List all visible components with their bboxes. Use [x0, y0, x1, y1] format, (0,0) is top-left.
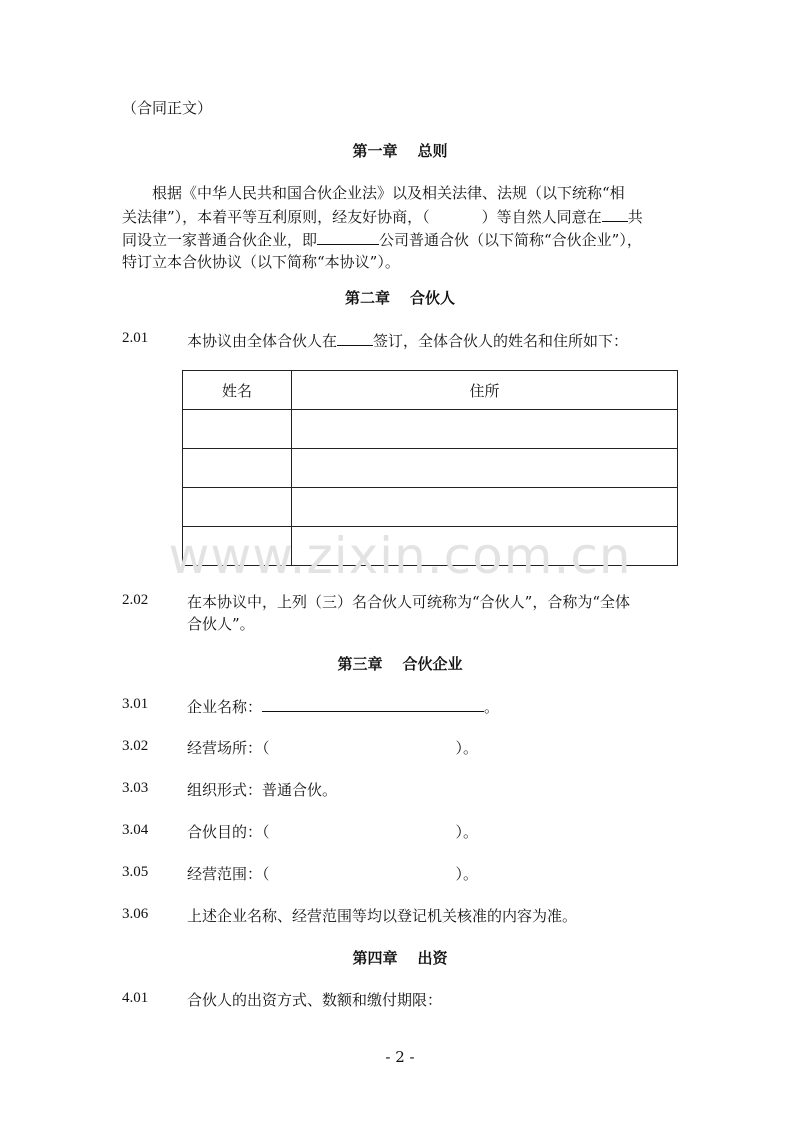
clause-2-01-text [187, 330, 628, 351]
ch1-text-c: ）等自然人同意在 [481, 208, 602, 226]
enterprise-name-label: 企业名称： [187, 698, 263, 716]
chapter-2-heading [0, 287, 800, 308]
business-scope-label: 经营范围：（ [187, 865, 270, 883]
clause-3-04-text [187, 822, 478, 842]
table-cell [183, 527, 292, 566]
clause-3-06-text: 上述企业名称、经营范围等均以登记机关核准的内容为准。 [187, 907, 578, 925]
ch1-paragraph-line1: 根据《中华人民共和国合伙企业法》以及相关法律、法规（以下统称“相 [152, 184, 625, 202]
chapter-3-heading [0, 653, 800, 674]
clause-2-01-post: 签订，全体合伙人的姓名和住所如下： [373, 332, 629, 350]
chapter-3-title: 合伙企业 [402, 655, 463, 673]
clause-3-02-end: ）。 [455, 739, 479, 757]
clause-2-02-line2: 合伙人”。 [187, 615, 255, 633]
clause-2-01-pre: 本协议由全体合伙人在 [187, 332, 338, 350]
chapter-1-label: 第一章 [352, 142, 398, 160]
table-cell [292, 410, 678, 449]
chapter-3-label: 第三章 [337, 655, 383, 673]
table-cell [292, 449, 678, 488]
table-cell [183, 488, 292, 527]
chapter-1-heading [0, 140, 800, 161]
ch1-text-d: 共 [627, 208, 643, 226]
ch1-text-e: 同设立一家普通合伙企业，即 [122, 231, 318, 249]
chapter-1-title: 总则 [417, 142, 448, 160]
clause-3-06-number: 3.06 [122, 906, 149, 922]
page-number: - 2 - [385, 1048, 415, 1066]
clause-3-04-end: ）。 [455, 823, 479, 841]
clause-2-02-number: 2.02 [122, 592, 149, 608]
company-name-blank [317, 229, 379, 245]
table-cell [292, 527, 678, 566]
ch1-paragraph-line3 [122, 229, 642, 250]
table-row [183, 410, 678, 449]
business-place-label: 经营场所：（ [187, 739, 270, 757]
location-blank [337, 330, 373, 346]
ch1-text-f: 公司普通合伙（以下简称“合伙企业”）， [379, 231, 642, 249]
clause-3-01-number: 3.01 [122, 696, 149, 712]
clause-3-02-text [187, 738, 478, 758]
header-note: （合同正文） [122, 99, 213, 117]
table-cell [292, 488, 678, 527]
watermark: www.zixin.com.cn [168, 527, 632, 585]
table-row [183, 488, 678, 527]
table-header-address: 住所 [292, 371, 678, 410]
clause-3-02-number: 3.02 [122, 738, 149, 754]
clause-4-01-number: 4.01 [122, 990, 149, 1006]
enterprise-name-blank [262, 696, 484, 712]
chapter-2-title: 合伙人 [410, 289, 456, 307]
partners-table [182, 370, 678, 566]
purpose-label: 合伙目的：（ [187, 823, 270, 841]
table-row [183, 449, 678, 488]
table-cell [183, 410, 292, 449]
date-blank [602, 206, 628, 222]
table-header-row [183, 371, 678, 410]
ch1-paragraph-line4: 特订立本合伙协议（以下简称“本协议”）。 [122, 253, 400, 271]
clause-2-01-number: 2.01 [122, 330, 149, 346]
chapter-4-heading [0, 947, 800, 968]
clause-3-03-text: 组织形式：普通合伙。 [187, 781, 338, 799]
clause-3-04-number: 3.04 [122, 822, 149, 838]
clause-3-03-number: 3.03 [122, 780, 149, 796]
clause-3-01-end: 。 [484, 698, 500, 716]
ch1-text-b: 关法律”），本着平等互利原则，经友好协商，（ [122, 208, 430, 226]
table-header-name: 姓名 [183, 371, 292, 410]
clause-3-05-end: ）。 [455, 865, 479, 883]
clause-3-05-number: 3.05 [122, 864, 149, 880]
chapter-2-label: 第二章 [344, 289, 390, 307]
clause-2-02-line1: 在本协议中，上列（三）名合伙人可统称为“合伙人”，合称为“全体 [187, 593, 631, 611]
table-cell [183, 449, 292, 488]
ch1-paragraph-line2 [122, 206, 643, 227]
clause-3-05-text [187, 864, 478, 884]
chapter-4-title: 出资 [417, 949, 448, 967]
clause-4-01-text: 合伙人的出资方式、数额和缴付期限： [187, 991, 443, 1009]
table-row [183, 527, 678, 566]
chapter-4-label: 第四章 [352, 949, 398, 967]
clause-3-01-text [187, 696, 499, 717]
